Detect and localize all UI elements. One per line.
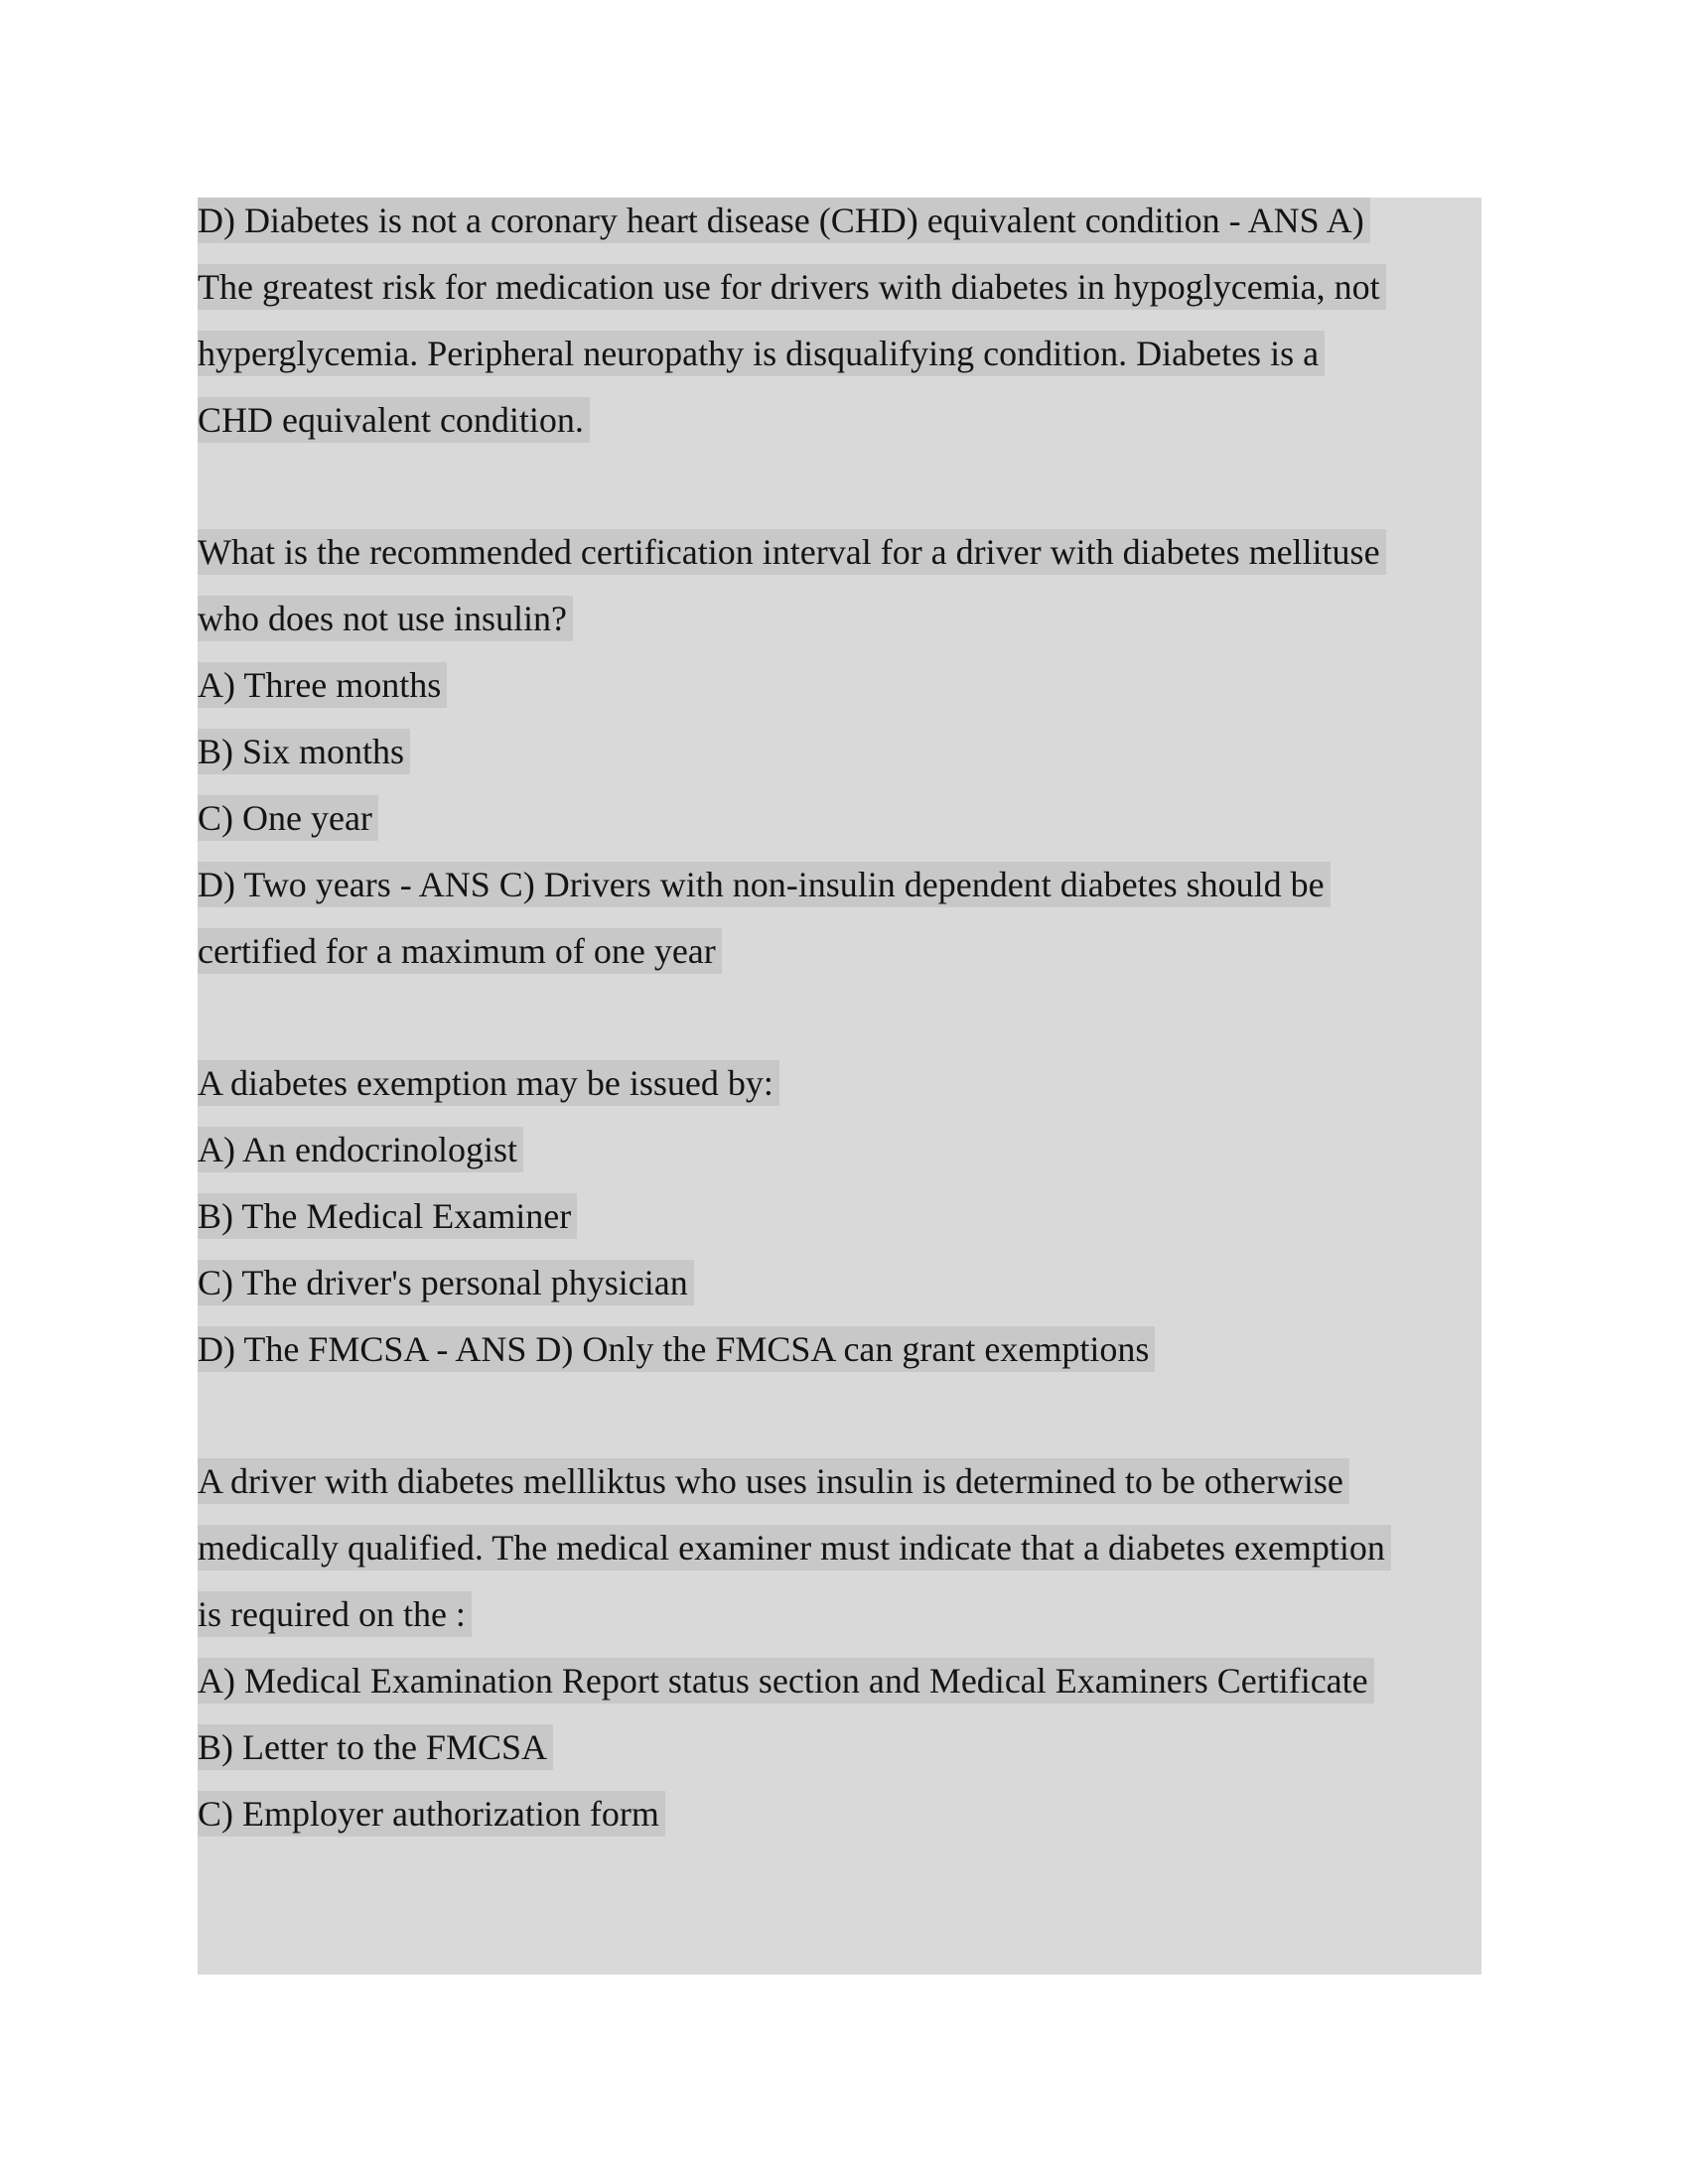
- text-line: D) The FMCSA - ANS D) Only the FMCSA can grant exemptions: [198, 1326, 1155, 1372]
- text-line: The greatest risk for medication use for drivers with diabetes in hypoglycemia, not: [198, 264, 1386, 310]
- text-line: A) An endocrinologist: [198, 1127, 523, 1172]
- text-line: A driver with diabetes mellliktus who uses insulin is determined to be otherwise: [198, 1458, 1349, 1504]
- text-line: What is the recommended certification interval for a driver with diabetes mellituse: [198, 529, 1386, 575]
- text-line: C) Employer authorization form: [198, 1791, 665, 1837]
- text-line: C) The driver's personal physician: [198, 1260, 694, 1305]
- text-line: A diabetes exemption may be issued by:: [198, 1060, 779, 1106]
- text-line: B) The Medical Examiner: [198, 1193, 577, 1239]
- text-line: who does not use insulin?: [198, 596, 573, 641]
- text-line: medically qualified. The medical examiner must indicate that a diabetes exemption: [198, 1525, 1391, 1570]
- text-line: hyperglycemia. Peripheral neuropathy is disqualifying condition. Diabetes is a: [198, 331, 1325, 376]
- text-line: D) Two years - ANS C) Drivers with non-insulin dependent diabetes should be: [198, 862, 1331, 907]
- text-line: D) Diabetes is not a coronary heart disease (CHD) equivalent condition - ANS A): [198, 198, 1370, 243]
- text-line: certified for a maximum of one year: [198, 928, 722, 974]
- text-line: CHD equivalent condition.: [198, 397, 590, 443]
- text-line: B) Letter to the FMCSA: [198, 1724, 553, 1770]
- text-line: A) Medical Examination Report status section and Medical Examiners Certificate: [198, 1658, 1374, 1704]
- text-line: B) Six months: [198, 729, 410, 774]
- text-line: C) One year: [198, 795, 378, 841]
- text-line: A) Three months: [198, 662, 447, 708]
- text-line: is required on the :: [198, 1591, 472, 1637]
